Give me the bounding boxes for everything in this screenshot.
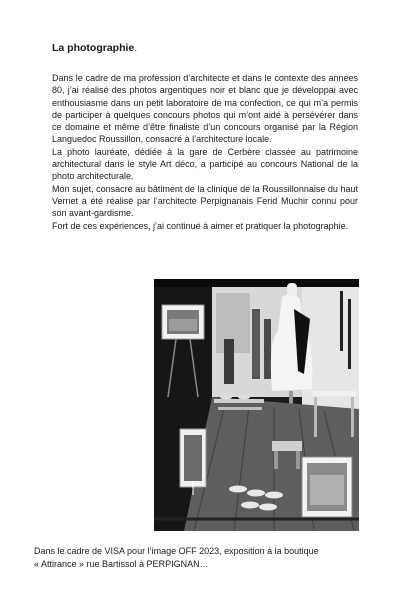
page-title-text: La photographie <box>52 42 135 54</box>
page-title-punctuation: . <box>134 42 138 54</box>
paragraph-conclusion: Fort de ces expériences, j’ai continué à aimer et pratiquer la photographie. <box>52 220 349 231</box>
paragraph-laureate: La photo lauréate, dédiée à la gare de Cerbère classée au patrimoine architectural dans le style Art déco, a participé au concours National de la photo architecturale. <box>52 146 358 182</box>
caption-line: Dans le cadre de VISA pour l’image OFF 2023, exposition à la boutique <box>34 546 319 556</box>
paragraph-subject: Mon sujet, consacré au bâtiment de la clinique de la Roussillonnaise du haut Vernet a été réalisé par l’architecte Perpignanais Ferid Muchir connu pour son avant-gardisme. <box>52 183 358 219</box>
boutique-photo-image <box>154 279 359 531</box>
caption-line: « Attirance » rue Bartissol à PERPIGNAN… <box>34 559 209 569</box>
photo-caption <box>34 545 374 571</box>
page-title <box>52 42 137 54</box>
boutique-photo-illustration <box>154 279 359 531</box>
body-text <box>52 72 358 232</box>
paragraph-intro: Dans le cadre de ma profession d’architecte et dans le contexte des années 80, j’ai réalisé des photos argentiques noir et blanc que je développai avec enthousiasme dans un petit laboratoire de ma confection, ce qui m’a permis de participer à quelques concours photos qui m’ont aidé à persévérer dans ce domaine et même d’être finaliste d’un concours organisé par la Région Languedoc Roussillon, consacré à l’architecture locale. <box>52 73 358 145</box>
